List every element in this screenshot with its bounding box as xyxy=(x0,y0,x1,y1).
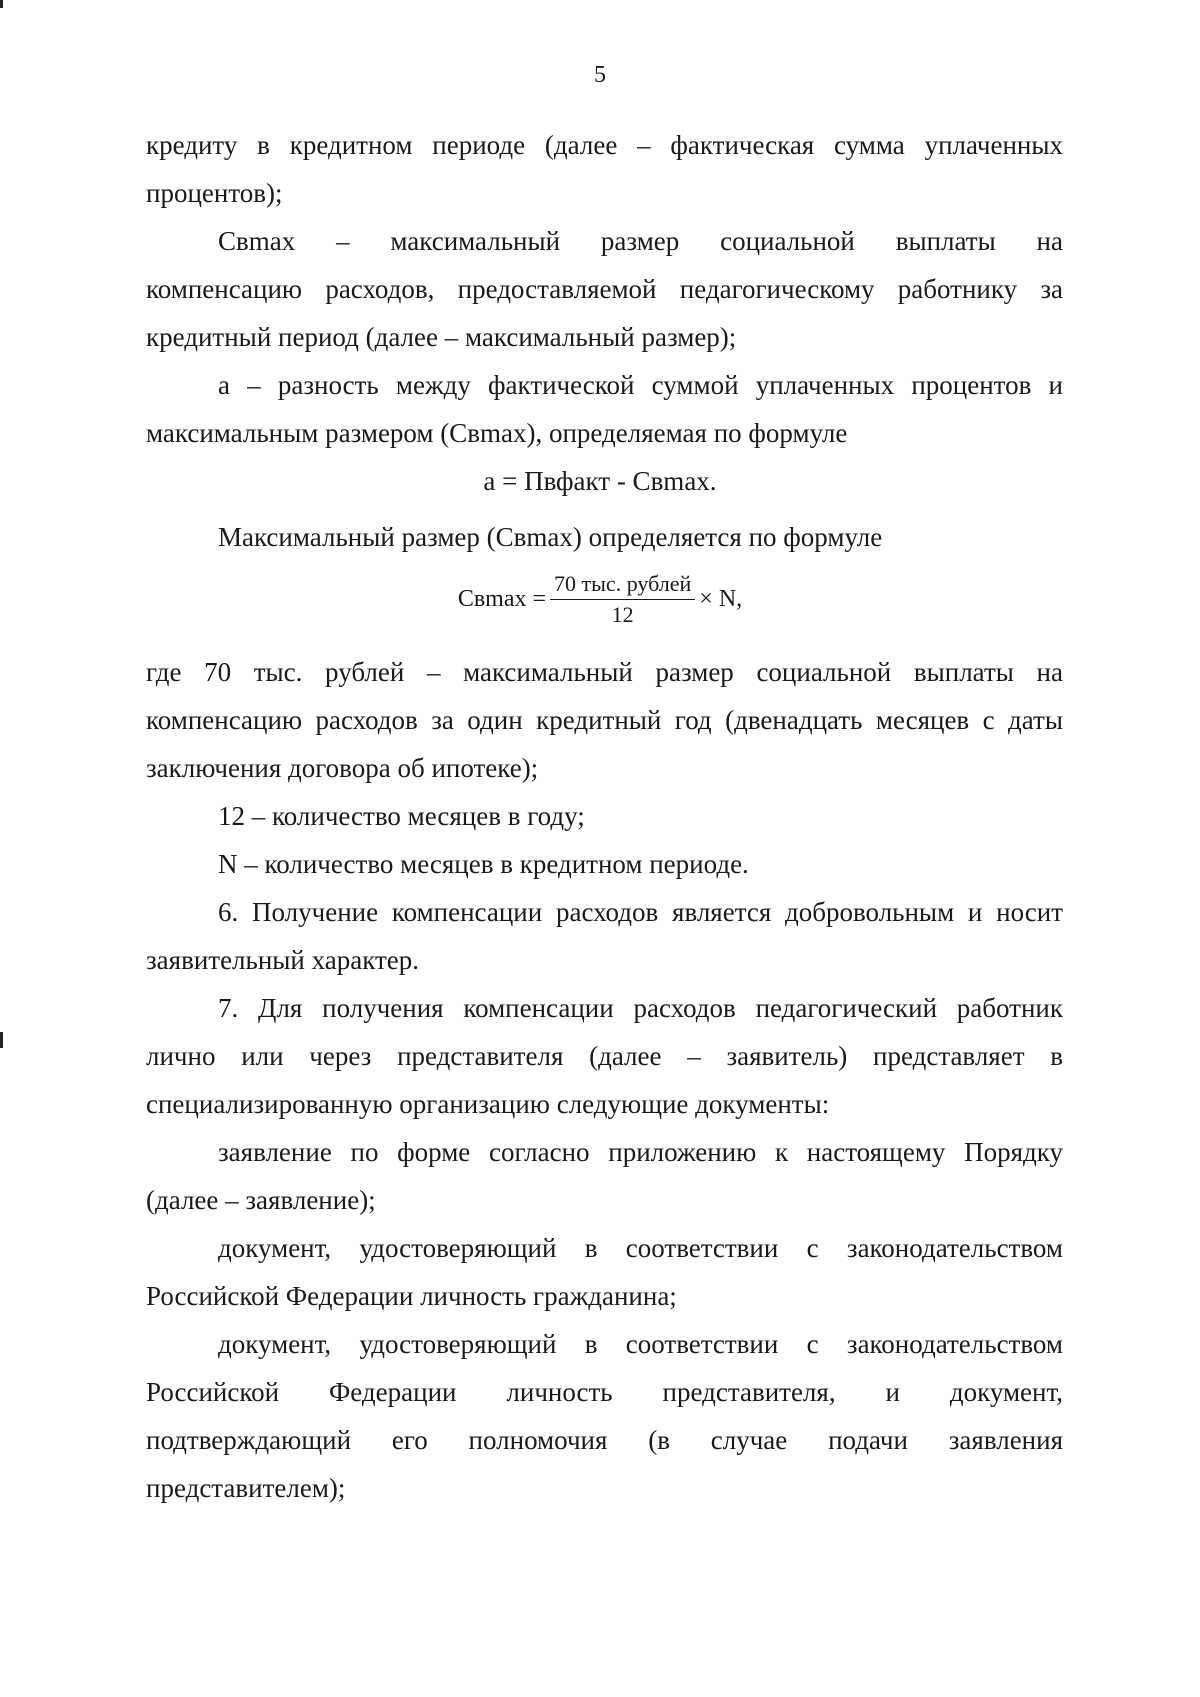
paragraph-line: подтверждающий его полномочия (в случае подачи заявления xyxy=(146,1425,1063,1455)
paragraph-line: Максимальный размер (Свmax) определяется по формуле xyxy=(218,522,883,552)
paragraph-line: документ, удостоверяющий в соответствии с законодательством xyxy=(218,1329,1063,1359)
paragraph-line: компенсацию расходов за один кредитный год (двенадцать месяцев с даты xyxy=(146,705,1063,735)
formula-fraction xyxy=(550,571,695,628)
formula-numerator: 70 тыс. рублей xyxy=(550,571,695,600)
paragraph-line: (далее – заявление); xyxy=(146,1185,376,1215)
paragraph-line: кредиту в кредитном периоде (далее – фактическая сумма уплаченных xyxy=(146,130,1063,160)
formula-denominator: 12 xyxy=(611,602,634,627)
paragraph-line: Российской Федерации личность представителя, и документ, xyxy=(146,1377,1063,1407)
scan-mark xyxy=(0,1032,3,1048)
paragraph-line: 7. Для получения компенсации расходов педагогический работник xyxy=(218,993,1063,1023)
paragraph-line: заявительный характер. xyxy=(146,945,420,975)
page-number: 5 xyxy=(594,62,606,88)
paragraph-line: N – количество месяцев в кредитном периоде. xyxy=(218,849,749,879)
paragraph-line: компенсацию расходов, предоставляемой педагогическому работнику за xyxy=(146,274,1063,304)
paragraph-line: заявление по форме согласно приложению к настоящему Порядку xyxy=(218,1137,1063,1167)
paragraph-line: кредитный период (далее – максимальный размер); xyxy=(146,322,737,352)
formula-lhs: Свmax = xyxy=(457,586,547,612)
scan-mark xyxy=(0,0,3,8)
paragraph-line: документ, удостоверяющий в соответствии с законодательством xyxy=(218,1233,1063,1263)
formula-max-size xyxy=(0,571,1200,628)
paragraph-line: 6. Получение компенсации расходов является добровольным и носит xyxy=(218,897,1063,927)
paragraph-line: специализированную организацию следующие документы: xyxy=(146,1089,830,1119)
paragraph-line: а – разность между фактической суммой уплаченных процентов и xyxy=(218,370,1063,400)
formula-rhs: × N, xyxy=(699,586,743,612)
paragraph-line: представителем); xyxy=(146,1473,346,1503)
paragraph-line: Российской Федерации личность гражданина; xyxy=(146,1281,677,1311)
paragraph-line: лично или через представителя (далее – заявитель) представляет в xyxy=(146,1041,1063,1071)
paragraph-line: Свmax – максимальный размер социальной выплаты на xyxy=(218,226,1063,256)
paragraph-line: 12 – количество месяцев в году; xyxy=(218,801,585,831)
paragraph-line: максимальным размером (Свmax), определяемая по формуле xyxy=(146,418,848,448)
paragraph-line: процентов); xyxy=(146,178,283,208)
paragraph-line: заключения договора об ипотеке); xyxy=(146,753,539,783)
paragraph-line: где 70 тыс. рублей – максимальный размер социальной выплаты на xyxy=(146,657,1063,687)
formula-difference: а = Пвфакт - Свmax. xyxy=(483,466,717,496)
